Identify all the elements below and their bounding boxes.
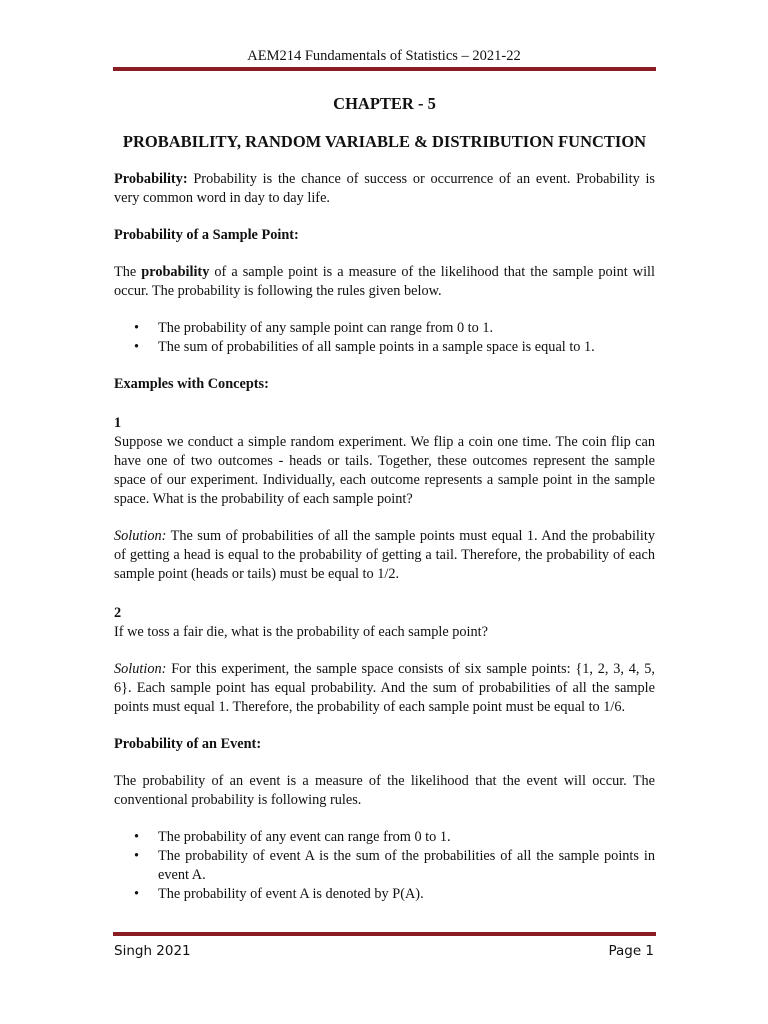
example-question: Suppose we conduct a simple random experiment. We flip a coin one time. The coin flip can have one of two outcomes - heads or tails. Together, these outcomes represent the sample space of our experiment. Individually, each outcome represents a sample point in the sample space. What is the probability of each sample point? xyxy=(114,434,655,507)
event-intro: The probability of an event is a measure of the likelihood that the event will occur. The conventional probability is following rules. xyxy=(114,773,655,808)
probability-label: Probability: xyxy=(114,171,188,187)
sample-point-rules xyxy=(114,319,655,357)
sample-point-intro-pre: The xyxy=(114,264,142,280)
sample-point-intro xyxy=(114,263,655,301)
chapter-number: CHAPTER - 5 xyxy=(333,94,436,113)
chapter-title: PROBABILITY, RANDOM VARIABLE & DISTRIBUTION FUNCTION xyxy=(122,132,647,151)
examples-heading: Examples with Concepts: xyxy=(114,376,269,392)
event-heading: Probability of an Event: xyxy=(114,736,262,752)
list-item: • The sum of probabilities of all sample points in a sample space is equal to 1. xyxy=(158,338,655,357)
example-solution xyxy=(114,660,655,717)
footer-page-number: Page 1 xyxy=(608,943,654,959)
list-item: • The probability of event A is denoted by P(A). xyxy=(158,885,655,904)
probability-definition xyxy=(114,170,655,208)
solution-label: Solution: xyxy=(114,528,167,544)
example-number: 1 xyxy=(114,415,122,431)
footer-rule xyxy=(113,932,656,936)
sample-point-heading: Probability of a Sample Point: xyxy=(114,227,299,243)
footer-author: Singh 2021 xyxy=(114,943,191,959)
solution-label: Solution: xyxy=(114,661,167,677)
example-solution xyxy=(114,527,655,584)
list-item: • The probability of any sample point can range from 0 to 1. xyxy=(158,319,655,338)
list-item: • The probability of event A is the sum of the probabilities of all the sample points in event A. xyxy=(158,847,655,885)
page-content xyxy=(114,94,655,904)
page-header: AEM214 Fundamentals of Statistics – 2021-22 xyxy=(247,48,521,64)
probability-text: Probability is the chance of success or occurrence of an event. Probability is very common word in day to day life. xyxy=(114,171,655,206)
example-question: If we toss a fair die, what is the probability of each sample point? xyxy=(114,624,488,640)
list-item: • The probability of any event can range from 0 to 1. xyxy=(158,828,655,847)
event-rules xyxy=(114,828,655,904)
solution-text: For this experiment, the sample space consists of six sample points: {1, 2, 3, 4, 5, 6}. Each sample point has equal probability. And the sum of probabilities of all the sample points must equal 1. Therefore, the probability of each sample point must be equal to 1/6. xyxy=(114,661,655,715)
header-rule xyxy=(113,67,656,71)
example-number: 2 xyxy=(114,605,122,621)
solution-text: The sum of probabilities of all the sample points must equal 1. And the probability of getting a head is equal to the probability of getting a tail. Therefore, the probability of each sample point (heads or tails) must be equal to 1/2. xyxy=(114,528,655,582)
sample-point-intro-bold: probability xyxy=(141,264,210,280)
sample-point-intro-post: of a sample point is a measure of the likelihood that the sample point will occur. The probability is following the rules given below. xyxy=(114,264,655,299)
